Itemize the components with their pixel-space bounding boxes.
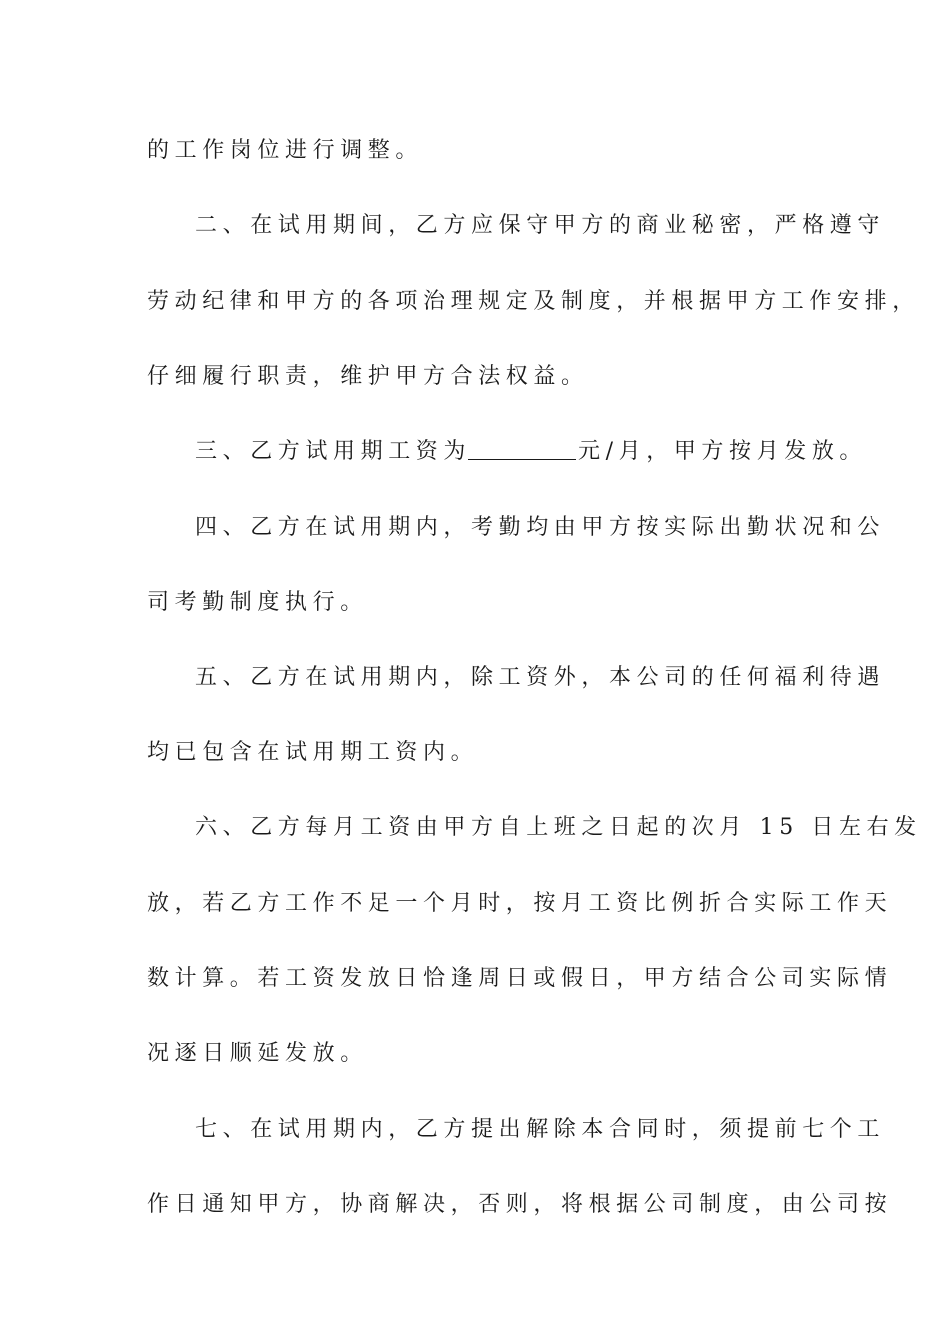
paragraph-line: 的工作岗位进行调整。 — [147, 138, 424, 163]
clause-5-line: 五、乙方在试用期内，除工资外，本公司的任何福利待遇 — [195, 665, 886, 690]
paragraph-line: 均已包含在试用期工资内。 — [147, 740, 479, 765]
clause-7-line: 七、在试用期内，乙方提出解除本合同时，须提前七个工 — [195, 1117, 886, 1142]
salary-fill-blank[interactable] — [468, 435, 576, 460]
clause-2-line: 二、在试用期间，乙方应保守甲方的商业秘密，严格遵守 — [195, 213, 886, 238]
paragraph-line: 司考勤制度执行。 — [147, 590, 368, 615]
clause-3-text-before: 三、乙方试用期工资为 — [195, 439, 472, 464]
paragraph-line: 作日通知甲方，协商解决，否则，将根据公司制度，由公司按 — [147, 1192, 893, 1217]
paragraph-line: 况逐日顺延发放。 — [147, 1041, 368, 1066]
paragraph-line: 仔细履行职责，维护甲方合法权益。 — [147, 364, 589, 389]
paragraph-line: 数计算。若工资发放日恰逢周日或假日，甲方结合公司实际情 — [147, 966, 893, 991]
clause-4-line: 四、乙方在试用期内，考勤均由甲方按实际出勤状况和公 — [195, 515, 886, 540]
clause-3-line — [195, 432, 867, 472]
paragraph-line: 放，若乙方工作不足一个月时，按月工资比例折合实际工作天 — [147, 891, 893, 916]
paragraph-line: 劳动纪律和甲方的各项治理规定及制度，并根据甲方工作安排， — [147, 289, 920, 314]
clause-3-text-after: 元/月，甲方按月发放。 — [578, 439, 868, 464]
clause-6-line: 六、乙方每月工资由甲方自上班之日起的次月 15 日左右发 — [195, 815, 922, 840]
